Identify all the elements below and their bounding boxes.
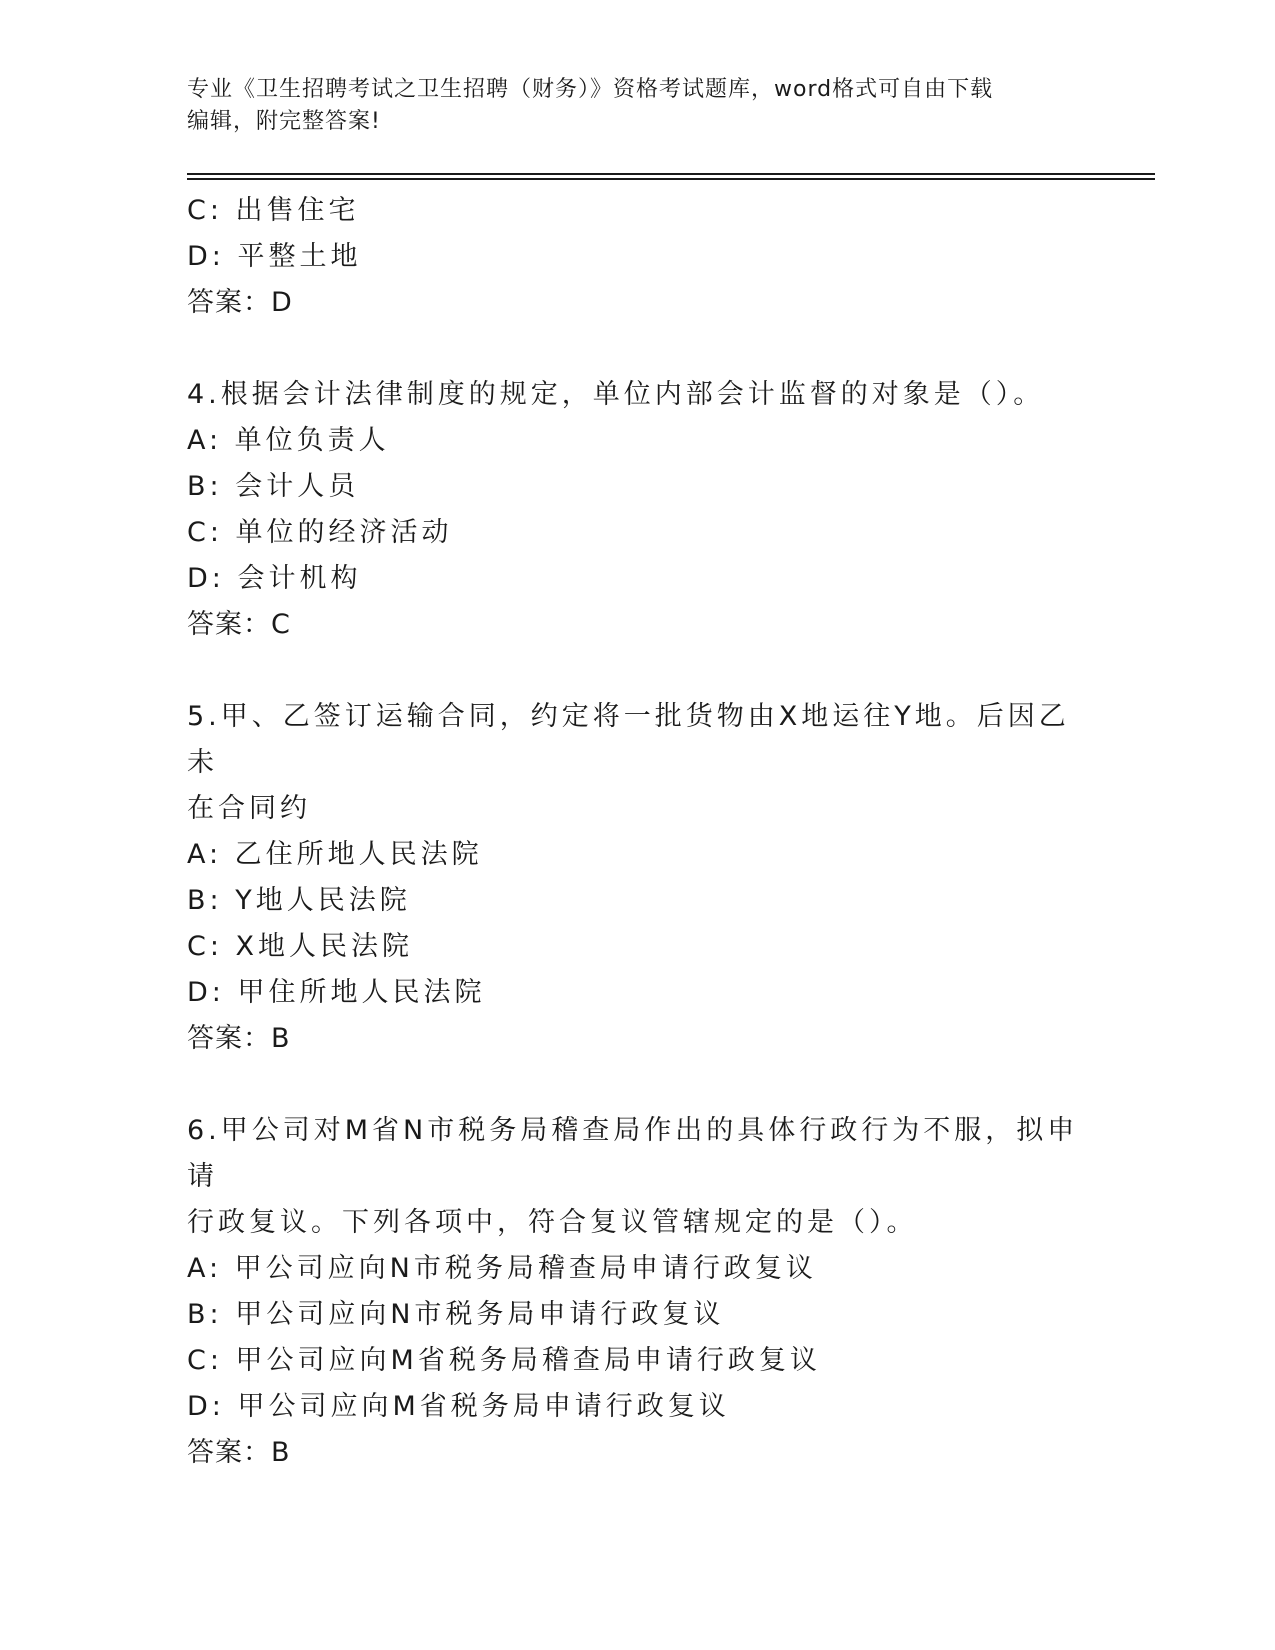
option-a: A: 单位负责人	[187, 425, 390, 456]
document-header	[187, 74, 1067, 138]
question-stem-line-1: 5.甲、乙签订运输合同，约定将一批货物由X地运往Y地。后因乙未	[187, 701, 1070, 778]
question-stem-line-2: 行政复议。下列各项中，符合复议管辖规定的是（）。	[187, 1207, 918, 1238]
question-4	[187, 372, 1087, 648]
header-rule-bottom	[187, 178, 1155, 180]
option-a: A: 乙住所地人民法院	[187, 839, 483, 870]
option-d: D: 甲住所地人民法院	[187, 977, 486, 1008]
spacer	[187, 1062, 1087, 1108]
spacer	[187, 326, 1087, 372]
header-line-1: 专业《卫生招聘考试之卫生招聘（财务）》资格考试题库，word格式可自由下载	[187, 77, 994, 102]
question-stem-line-1: 6.甲公司对M省N市税务局稽查局作出的具体行政行为不服，拟申请	[187, 1115, 1079, 1192]
partial-question	[187, 188, 1087, 326]
option-c: C: 出售住宅	[187, 195, 360, 226]
option-a: A: 甲公司应向N市税务局稽查局申请行政复议	[187, 1253, 817, 1284]
header-rule-top	[187, 173, 1155, 175]
option-c: C: 单位的经济活动	[187, 517, 453, 548]
answer-line: 答案：C	[187, 609, 291, 640]
option-b: B: Y地人民法院	[187, 885, 411, 916]
option-b: B: 会计人员	[187, 471, 360, 502]
answer-line: 答案：B	[187, 1437, 291, 1468]
answer-line: 答案：B	[187, 1023, 291, 1054]
option-c: C: X地人民法院	[187, 931, 414, 962]
question-stem: 4.根据会计法律制度的规定，单位内部会计监督的对象是（）。	[187, 379, 1045, 410]
option-c: C: 甲公司应向M省税务局稽查局申请行政复议	[187, 1345, 821, 1376]
option-b: B: 甲公司应向N市税务局申请行政复议	[187, 1299, 725, 1330]
option-d: D: 会计机构	[187, 563, 362, 594]
option-d: D: 平整土地	[187, 241, 362, 272]
question-6	[187, 1108, 1087, 1476]
option-d: D: 甲公司应向M省税务局申请行政复议	[187, 1391, 730, 1422]
spacer	[187, 648, 1087, 694]
question-stem-line-2: 在合同约	[187, 793, 311, 824]
question-list	[187, 188, 1087, 1476]
header-line-2: 编辑，附完整答案!	[187, 109, 381, 134]
answer-line: 答案：D	[187, 287, 293, 318]
question-5	[187, 694, 1087, 1062]
